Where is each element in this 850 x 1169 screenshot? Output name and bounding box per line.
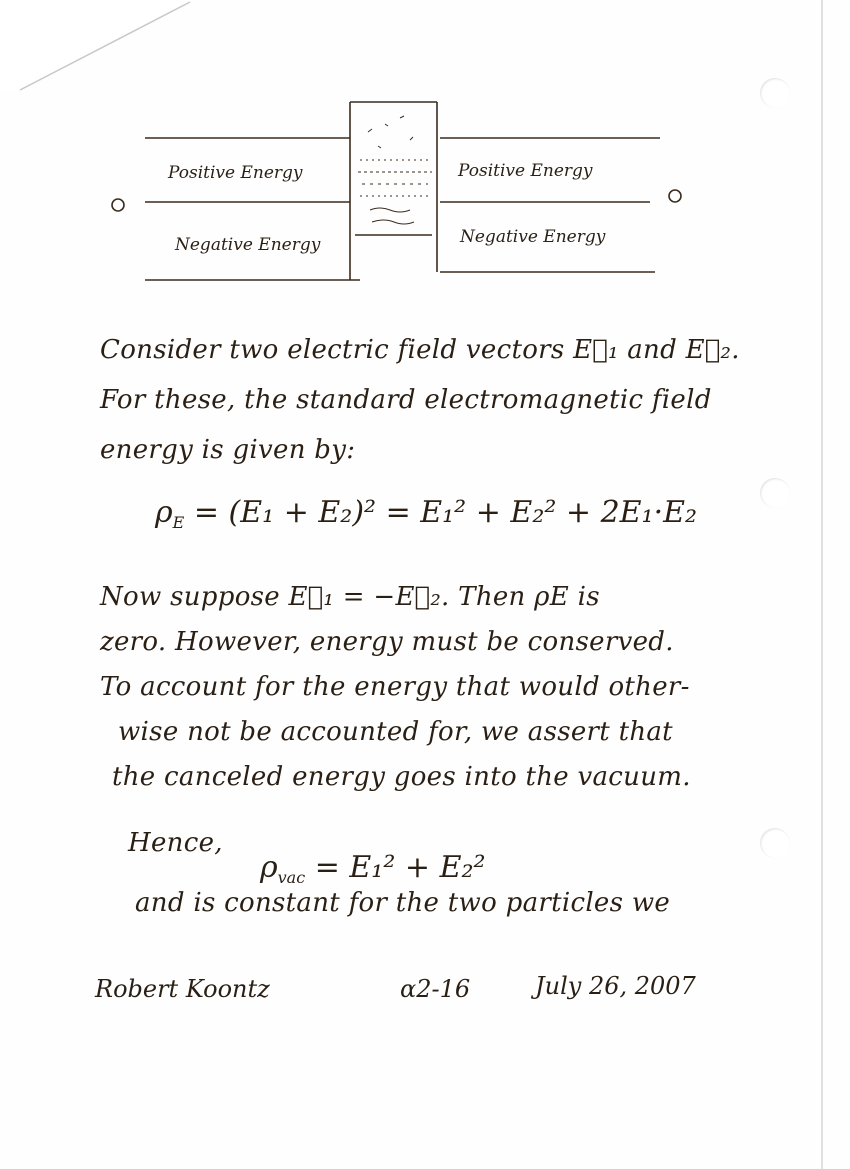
equation-2-rest: = E₁² + E₂² [314,850,486,885]
text-line-9: the canceled energy goes into the vacuum. [112,762,691,792]
left-negative-energy-label: Negative Energy [175,235,321,255]
punch-hole-2 [760,478,790,508]
author-signature: Robert Koontz [95,975,270,1003]
text-line-1: Consider two electric field vectors E⃗₁ and E⃗₂. [100,335,740,365]
text-line-3: energy is given by: [100,435,356,465]
rho-vac-symbol: ρ [260,850,278,885]
rho-vac-subscript: vac [277,868,306,887]
text-line-2: For these, the standard electromagnetic field [100,385,712,415]
right-negative-energy-label: Negative Energy [460,227,606,247]
text-line-6: zero. However, energy must be conserved. [100,627,674,657]
page-code: α2-16 [400,975,471,1003]
text-line-7: To account for the energy that would other- [100,672,690,702]
text-line-5: Now suppose E⃗₁ = −E⃗₂. Then ρE is [100,582,600,612]
date: July 26, 2007 [535,972,696,1000]
right-positive-energy-label: Positive Energy [458,161,593,181]
text-line-8: wise not be accounted for, we assert that [118,717,673,747]
equation-vacuum-energy [260,850,486,887]
rho-e-symbol: ρ [155,495,173,530]
left-positive-energy-label: Positive Energy [168,163,303,183]
rho-e-subscript: E [172,513,185,532]
text-line-10: Hence, [128,828,223,858]
energy-diagram [0,90,850,290]
equation-1-rest: = (E₁ + E₂)² = E₁² + E₂² + 2E₁·E₂ [193,495,698,530]
text-line-12: and is constant for the two particles we [135,888,671,918]
equation-energy-density [155,495,697,532]
